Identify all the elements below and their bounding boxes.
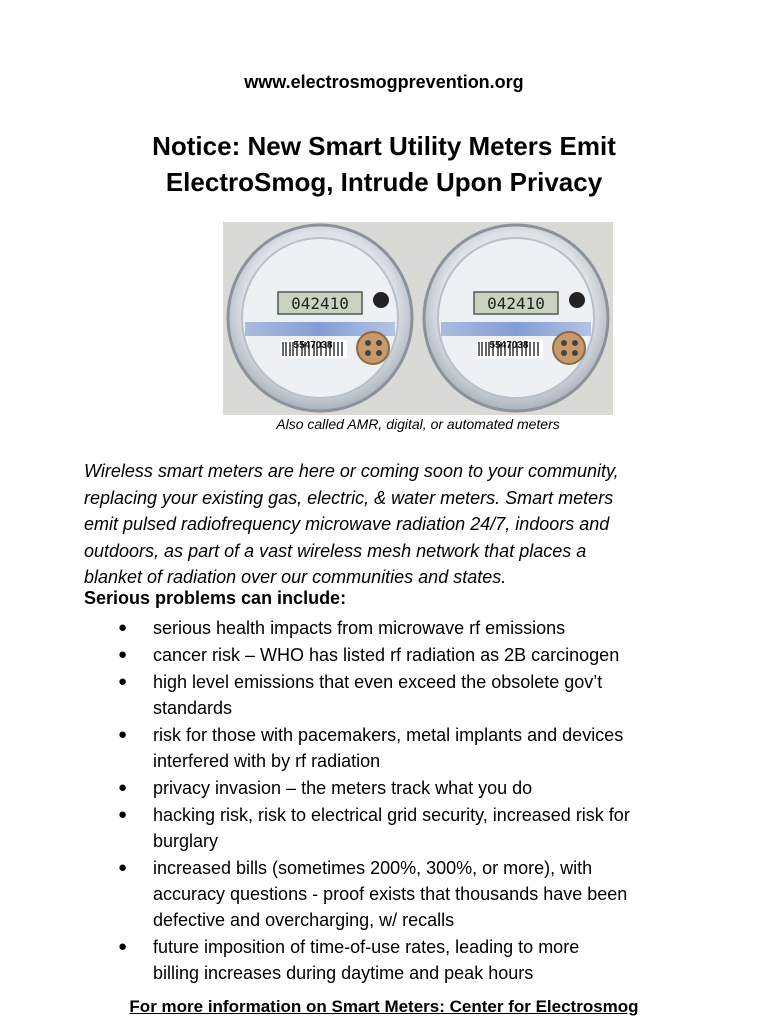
- meter-left-display: 042410: [291, 294, 349, 313]
- title-line-1: Notice: New Smart Utility Meters Emit: [152, 131, 616, 161]
- bullet-icon: ●: [118, 726, 128, 743]
- problem-text: standards: [153, 698, 233, 718]
- bullet-icon: ●: [118, 806, 128, 823]
- problem-text: billing increases during daytime and peak hours: [153, 963, 534, 983]
- bullet-icon: ●: [118, 938, 128, 955]
- problem-item: [0, 642, 768, 668]
- problem-text: increased bills (sometimes 200%, 300%, or more), with: [153, 858, 593, 878]
- bullet-icon: ●: [118, 646, 128, 663]
- footer-info: For more information on Smart Meters: Center for Electrosmog: [129, 997, 639, 1016]
- title-line-2: ElectroSmog, Intrude Upon Privacy: [165, 167, 603, 197]
- bullet-icon: ●: [118, 779, 128, 796]
- problem-item: [0, 669, 768, 721]
- problem-text: burglary: [153, 831, 219, 851]
- problem-text: accuracy questions - proof exists that thousands have been: [153, 884, 628, 904]
- problem-text: defective and overcharging, w/ recalls: [153, 910, 455, 930]
- problem-item: [0, 802, 768, 854]
- problems-heading: Serious problems can include:: [84, 588, 347, 608]
- intro-paragraph: [84, 458, 694, 591]
- bullet-icon: ●: [118, 673, 128, 690]
- problem-text: future imposition of time-of-use rates, leading to more: [153, 937, 580, 957]
- intro-line: outdoors, as part of a vast wireless mesh network that places a: [84, 540, 587, 561]
- problem-text: risk for those with pacemakers, metal implants and devices: [153, 725, 624, 745]
- problem-text: privacy invasion – the meters track what you do: [153, 778, 533, 798]
- intro-line: emit pulsed radiofrequency microwave radiation 24/7, indoors and: [84, 514, 610, 534]
- notice-title: [0, 128, 768, 200]
- bullet-icon: ●: [118, 859, 128, 876]
- meter-left-serial: 5547038: [293, 340, 333, 351]
- problem-text: hacking risk, risk to electrical grid security, increased risk for: [153, 805, 630, 825]
- photo-caption: Also called AMR, digital, or automated meters: [276, 416, 560, 432]
- problem-item: [0, 934, 768, 986]
- problem-text: interfered with by rf radiation: [153, 751, 381, 771]
- website-url: www.electrosmogprevention.org: [244, 72, 524, 92]
- problem-item: [0, 775, 768, 801]
- problem-item: [0, 722, 768, 774]
- problem-item: [0, 855, 768, 933]
- meter-left: [228, 225, 412, 411]
- intro-line: blanket of radiation over our communities and states.: [84, 567, 507, 587]
- problem-item: [0, 615, 768, 641]
- meter-right: [424, 225, 608, 411]
- problems-list: [0, 615, 768, 987]
- problem-text: serious health impacts from microwave rf emissions: [153, 618, 566, 638]
- bullet-icon: ●: [118, 619, 128, 636]
- problem-text: cancer risk – WHO has listed rf radiation as 2B carcinogen: [153, 645, 620, 665]
- smart-meter-image: [223, 222, 613, 415]
- problem-text: high level emissions that even exceed the obsolete gov’t: [153, 672, 603, 692]
- smart-meter-photo: [223, 222, 613, 415]
- intro-line: Wireless smart meters are here or coming soon to your community,: [84, 461, 619, 481]
- intro-line: replacing your existing gas, electric, & water meters. Smart meters: [84, 487, 614, 508]
- meter-right-display: 042410: [487, 294, 545, 313]
- meter-right-serial: 5547038: [489, 340, 529, 351]
